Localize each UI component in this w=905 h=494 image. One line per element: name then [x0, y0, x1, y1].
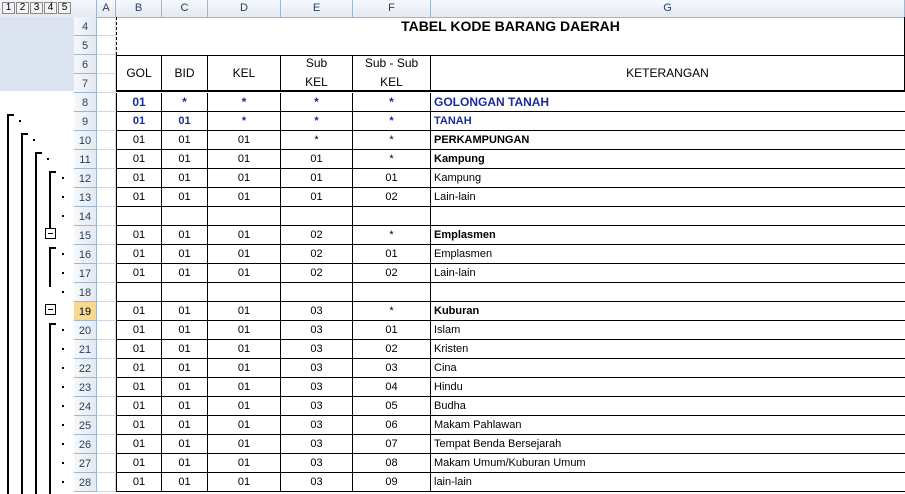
cell-subkel[interactable]: 03	[281, 435, 353, 454]
cell-subkel[interactable]: 03	[281, 359, 353, 378]
cell-a[interactable]	[97, 93, 116, 112]
outline-detail-dot	[62, 253, 64, 255]
outline-detail-dot	[62, 177, 64, 179]
cell-a[interactable]	[97, 473, 116, 492]
row-header[interactable]: 17	[74, 264, 97, 283]
outline-detail-dot	[33, 139, 35, 141]
row-header[interactable]: 19	[74, 302, 97, 321]
cell-subkel[interactable]: *	[281, 112, 353, 131]
header-subkel[interactable]	[281, 55, 353, 92]
cell-subsubkel[interactable]	[353, 283, 431, 302]
cell-subkel[interactable]: 03	[281, 302, 353, 321]
cell-kel[interactable]: 01	[208, 169, 281, 188]
row-header[interactable]: 12	[74, 169, 97, 188]
cell-gol[interactable]: 01	[116, 112, 162, 131]
cell-kel[interactable]: 01	[208, 188, 281, 207]
cell-keterangan[interactable]: Kampung	[431, 169, 905, 188]
cell-subsubkel[interactable]: *	[353, 112, 431, 131]
cell-keterangan[interactable]: Budha	[431, 397, 905, 416]
cell-a[interactable]	[97, 435, 116, 454]
cell-gol[interactable]: 01	[116, 397, 162, 416]
cell-a[interactable]	[97, 131, 116, 150]
column-header-d[interactable]: D	[208, 0, 281, 17]
cell-subsubkel[interactable]: 06	[353, 416, 431, 435]
cell-gol[interactable]: 01	[116, 226, 162, 245]
cell-gol[interactable]: 01	[116, 188, 162, 207]
row-header[interactable]: 9	[74, 112, 97, 131]
row-header[interactable]: 18	[74, 283, 97, 302]
cell-kel[interactable]: 01	[208, 416, 281, 435]
cell-gol[interactable]	[116, 207, 162, 226]
row-header[interactable]: 10	[74, 131, 97, 150]
row-header[interactable]: 21	[74, 340, 97, 359]
column-header-bar	[0, 0, 905, 18]
outline-detail-dot	[62, 329, 64, 331]
outline-detail-dot	[62, 367, 64, 369]
outline-group-level-3[interactable]	[35, 152, 42, 494]
cell-keterangan[interactable]: Makam Pahlawan	[431, 416, 905, 435]
outline-group-level-4[interactable]	[49, 323, 56, 494]
cell-kel[interactable]: 01	[208, 454, 281, 473]
cell-keterangan[interactable]: lain-lain	[431, 473, 905, 492]
cell-subkel[interactable]: 03	[281, 397, 353, 416]
outline-detail-dot	[62, 272, 64, 274]
cell-keterangan[interactable]: Cina	[431, 359, 905, 378]
cell-bid[interactable]: *	[162, 93, 208, 112]
header-subsubkel[interactable]	[353, 55, 431, 92]
cell-gol[interactable]: 01	[116, 454, 162, 473]
cell-kel[interactable]	[208, 283, 281, 302]
cell-keterangan[interactable]: Lain-lain	[431, 188, 905, 207]
cell-subkel[interactable]: *	[281, 93, 353, 112]
cell-keterangan[interactable]: Lain-lain	[431, 264, 905, 283]
cell-bid[interactable]: 01	[162, 245, 208, 264]
cell-subsubkel[interactable]: *	[353, 150, 431, 169]
cell-kel[interactable]	[208, 207, 281, 226]
row-header[interactable]: 25	[74, 416, 97, 435]
cell-a[interactable]	[97, 359, 116, 378]
outline-detail-dot	[62, 215, 64, 217]
cell-keterangan[interactable]: Tempat Benda Bersejarah	[431, 435, 905, 454]
outline-group-level-4[interactable]	[49, 247, 56, 287]
row-header[interactable]: 11	[74, 150, 97, 169]
cell-subsubkel[interactable]: 01	[353, 169, 431, 188]
cell-gol[interactable]: 01	[116, 245, 162, 264]
cell-a[interactable]	[97, 416, 116, 435]
outline-level-1-button[interactable]: 1	[2, 2, 15, 14]
cell-a[interactable]	[97, 188, 116, 207]
sheet-title[interactable]: TABEL KODE BARANG DAERAH	[401, 18, 620, 34]
cell-bid[interactable]: 01	[162, 416, 208, 435]
header-subkel-line1: Sub	[305, 56, 328, 70]
cell-a[interactable]	[97, 340, 116, 359]
cell-subsubkel[interactable]: 08	[353, 454, 431, 473]
cell-kel[interactable]: *	[208, 112, 281, 131]
cell-a[interactable]	[97, 378, 116, 397]
cell-subkel[interactable]: 03	[281, 378, 353, 397]
cell-kel[interactable]: 01	[208, 264, 281, 283]
cell-subkel[interactable]: 02	[281, 226, 353, 245]
column-header-g[interactable]: G	[431, 0, 905, 17]
cell-a[interactable]	[97, 245, 116, 264]
cell-bid[interactable]: 01	[162, 302, 208, 321]
outline-detail-dot	[19, 120, 21, 122]
cell-subkel[interactable]: 03	[281, 321, 353, 340]
cell-a[interactable]	[97, 169, 116, 188]
row-header[interactable]: 8	[74, 93, 97, 112]
cell-kel[interactable]: 01	[208, 321, 281, 340]
cell-gol[interactable]: 01	[116, 416, 162, 435]
collapse-group-icon[interactable]	[45, 304, 56, 315]
cell-subkel[interactable]	[281, 283, 353, 302]
cell-keterangan[interactable]	[431, 283, 905, 302]
cell-a[interactable]	[97, 226, 116, 245]
cell-keterangan[interactable]	[431, 207, 905, 226]
cell-a[interactable]	[97, 397, 116, 416]
cell-bid[interactable]: 01	[162, 359, 208, 378]
cell-gol[interactable]	[116, 283, 162, 302]
cell-subkel[interactable]: 03	[281, 416, 353, 435]
row-header[interactable]: 7	[74, 74, 97, 93]
header-kel[interactable]: KEL	[208, 55, 281, 92]
outline-level-5-button[interactable]: 5	[58, 2, 71, 14]
cell-kel[interactable]: 01	[208, 340, 281, 359]
cell-gol[interactable]: 01	[116, 93, 162, 112]
row-header[interactable]: 13	[74, 188, 97, 207]
cell-a[interactable]	[97, 454, 116, 473]
row-header[interactable]: 23	[74, 378, 97, 397]
cell-kel[interactable]: 01	[208, 359, 281, 378]
cell-kel[interactable]: 01	[208, 397, 281, 416]
cell-a[interactable]	[97, 321, 116, 340]
cell-subkel[interactable]: 02	[281, 245, 353, 264]
outline-shade	[0, 17, 74, 91]
cell-kel[interactable]: 01	[208, 435, 281, 454]
outline-detail-dot	[62, 462, 64, 464]
cell-gol[interactable]: 01	[116, 473, 162, 492]
cell-gol[interactable]: 01	[116, 131, 162, 150]
cell-a[interactable]	[97, 264, 116, 283]
cell-bid[interactable]	[162, 207, 208, 226]
cell-gol[interactable]: 01	[116, 378, 162, 397]
column-header-a[interactable]: A	[97, 0, 116, 17]
cell-keterangan[interactable]: Kuburan	[431, 302, 905, 321]
cell-subsubkel[interactable]: *	[353, 226, 431, 245]
outline-detail-dot	[47, 158, 49, 160]
cell-bid[interactable]: 01	[162, 188, 208, 207]
header-bid[interactable]: BID	[162, 55, 208, 92]
cell-bid[interactable]: 01	[162, 435, 208, 454]
cell-gol[interactable]: 01	[116, 359, 162, 378]
cell-a[interactable]	[97, 150, 116, 169]
row-header[interactable]: 4	[74, 17, 97, 36]
row-header[interactable]: 5	[74, 36, 97, 55]
cell-a[interactable]	[97, 283, 116, 302]
header-gol[interactable]: GOL	[116, 55, 162, 92]
cell-gol[interactable]: 01	[116, 150, 162, 169]
cell-a[interactable]	[97, 36, 116, 55]
row-header[interactable]: 6	[74, 55, 97, 74]
row-header[interactable]: 14	[74, 207, 97, 226]
cell-subkel[interactable]	[281, 207, 353, 226]
cell-kel[interactable]: *	[208, 93, 281, 112]
cell-subsubkel[interactable]: 01	[353, 321, 431, 340]
cell-keterangan[interactable]: TANAH	[431, 112, 905, 131]
cell-bid[interactable]: 01	[162, 112, 208, 131]
outline-group-level-1[interactable]	[7, 114, 14, 494]
header-subsubkel-line2: KEL	[380, 75, 403, 89]
cell-gol[interactable]: 01	[116, 340, 162, 359]
cell-subkel[interactable]: 01	[281, 188, 353, 207]
cell-keterangan[interactable]: PERKAMPUNGAN	[431, 131, 905, 150]
cell-subsubkel[interactable]: 04	[353, 378, 431, 397]
cell-keterangan[interactable]: Hindu	[431, 378, 905, 397]
outline-detail-dot	[62, 405, 64, 407]
cell-bid[interactable]: 01	[162, 169, 208, 188]
cell-subsubkel[interactable]: *	[353, 93, 431, 112]
row-header[interactable]: 22	[74, 359, 97, 378]
row-header[interactable]: 26	[74, 435, 97, 454]
cell-subsubkel[interactable]: 02	[353, 264, 431, 283]
cell-bid[interactable]: 01	[162, 226, 208, 245]
cell-kel[interactable]: 01	[208, 302, 281, 321]
outline-detail-dot	[62, 481, 64, 483]
cell-kel[interactable]: 01	[208, 131, 281, 150]
outline-level-3-button[interactable]: 3	[30, 2, 43, 14]
row-header[interactable]: 28	[74, 473, 97, 492]
cell-bid[interactable]	[162, 283, 208, 302]
cell-a[interactable]	[97, 112, 116, 131]
cell-subsubkel[interactable]	[353, 207, 431, 226]
cell-a[interactable]	[97, 74, 116, 93]
collapse-group-icon[interactable]	[45, 228, 56, 239]
cell-keterangan[interactable]: Kristen	[431, 340, 905, 359]
cell-bid[interactable]: 01	[162, 264, 208, 283]
outline-detail-dot	[62, 348, 64, 350]
cell-subkel[interactable]: 03	[281, 473, 353, 492]
cell-bid[interactable]: 01	[162, 378, 208, 397]
cell-gol[interactable]: 01	[116, 169, 162, 188]
column-header-c[interactable]: C	[162, 0, 208, 17]
cell-kel[interactable]: 01	[208, 378, 281, 397]
row-header[interactable]: 15	[74, 226, 97, 245]
row-header[interactable]: 20	[74, 321, 97, 340]
outline-detail-dot	[62, 291, 64, 293]
cell-subsubkel[interactable]: 03	[353, 359, 431, 378]
outline-level-2-button[interactable]: 2	[16, 2, 29, 14]
cell-bid[interactable]: 01	[162, 321, 208, 340]
cell-a[interactable]	[97, 55, 116, 74]
cell-bid[interactable]: 01	[162, 131, 208, 150]
cell-keterangan[interactable]: Emplasmen	[431, 226, 905, 245]
outline-detail-dot	[62, 386, 64, 388]
row-header[interactable]: 16	[74, 245, 97, 264]
cell-subkel[interactable]: 02	[281, 264, 353, 283]
cell-kel[interactable]: 01	[208, 226, 281, 245]
outline-group-level-4[interactable]	[49, 171, 56, 230]
outline-level-4-button[interactable]: 4	[44, 2, 57, 14]
cell-bid[interactable]: 01	[162, 150, 208, 169]
select-all-corner[interactable]	[74, 0, 97, 17]
cell-a[interactable]	[97, 302, 116, 321]
cell-subkel[interactable]: 01	[281, 150, 353, 169]
row-header[interactable]: 27	[74, 454, 97, 473]
header-subsubkel-line1: Sub - Sub	[364, 56, 419, 70]
cell-subsubkel[interactable]: *	[353, 131, 431, 150]
cell-subkel[interactable]: 03	[281, 340, 353, 359]
cell-a[interactable]	[97, 207, 116, 226]
cell-subkel[interactable]: 01	[281, 169, 353, 188]
cell-subsubkel[interactable]: 05	[353, 397, 431, 416]
column-header-f[interactable]: F	[353, 0, 431, 17]
cell-gol[interactable]: 01	[116, 302, 162, 321]
cell-kel[interactable]: 01	[208, 245, 281, 264]
cell-bid[interactable]: 01	[162, 473, 208, 492]
column-header-b[interactable]: B	[116, 0, 162, 17]
header-subkel-line2: KEL	[305, 75, 328, 89]
cell-gol[interactable]: 01	[116, 321, 162, 340]
outline-detail-dot	[62, 196, 64, 198]
cell-subkel[interactable]: *	[281, 131, 353, 150]
header-keterangan[interactable]: KETERANGAN	[431, 55, 905, 92]
outline-group-level-2[interactable]	[21, 133, 28, 494]
cell-keterangan[interactable]: Makam Umum/Kuburan Umum	[431, 454, 905, 473]
cell-subsubkel[interactable]: 09	[353, 473, 431, 492]
column-header-e[interactable]: E	[281, 0, 353, 17]
row-header[interactable]: 24	[74, 397, 97, 416]
outline-detail-dot	[62, 424, 64, 426]
cell-gol[interactable]: 01	[116, 264, 162, 283]
cell-subsubkel[interactable]: 02	[353, 340, 431, 359]
cell-keterangan[interactable]: Emplasmen	[431, 245, 905, 264]
outline-detail-dot	[62, 443, 64, 445]
cell-bid[interactable]: 01	[162, 340, 208, 359]
cell-subsubkel[interactable]: 01	[353, 245, 431, 264]
cell-keterangan[interactable]: GOLONGAN TANAH	[431, 93, 905, 112]
cell-bid[interactable]: 01	[162, 397, 208, 416]
cell-bid[interactable]: 01	[162, 454, 208, 473]
cell-keterangan[interactable]: Islam	[431, 321, 905, 340]
cell-kel[interactable]: 01	[208, 150, 281, 169]
cell-a[interactable]	[97, 17, 116, 36]
cell-gol[interactable]: 01	[116, 435, 162, 454]
cell-kel[interactable]: 01	[208, 473, 281, 492]
cell-subsubkel[interactable]: 07	[353, 435, 431, 454]
cell-keterangan[interactable]: Kampung	[431, 150, 905, 169]
cell-subsubkel[interactable]: *	[353, 302, 431, 321]
cell-subsubkel[interactable]: 02	[353, 188, 431, 207]
cell-subkel[interactable]: 03	[281, 454, 353, 473]
